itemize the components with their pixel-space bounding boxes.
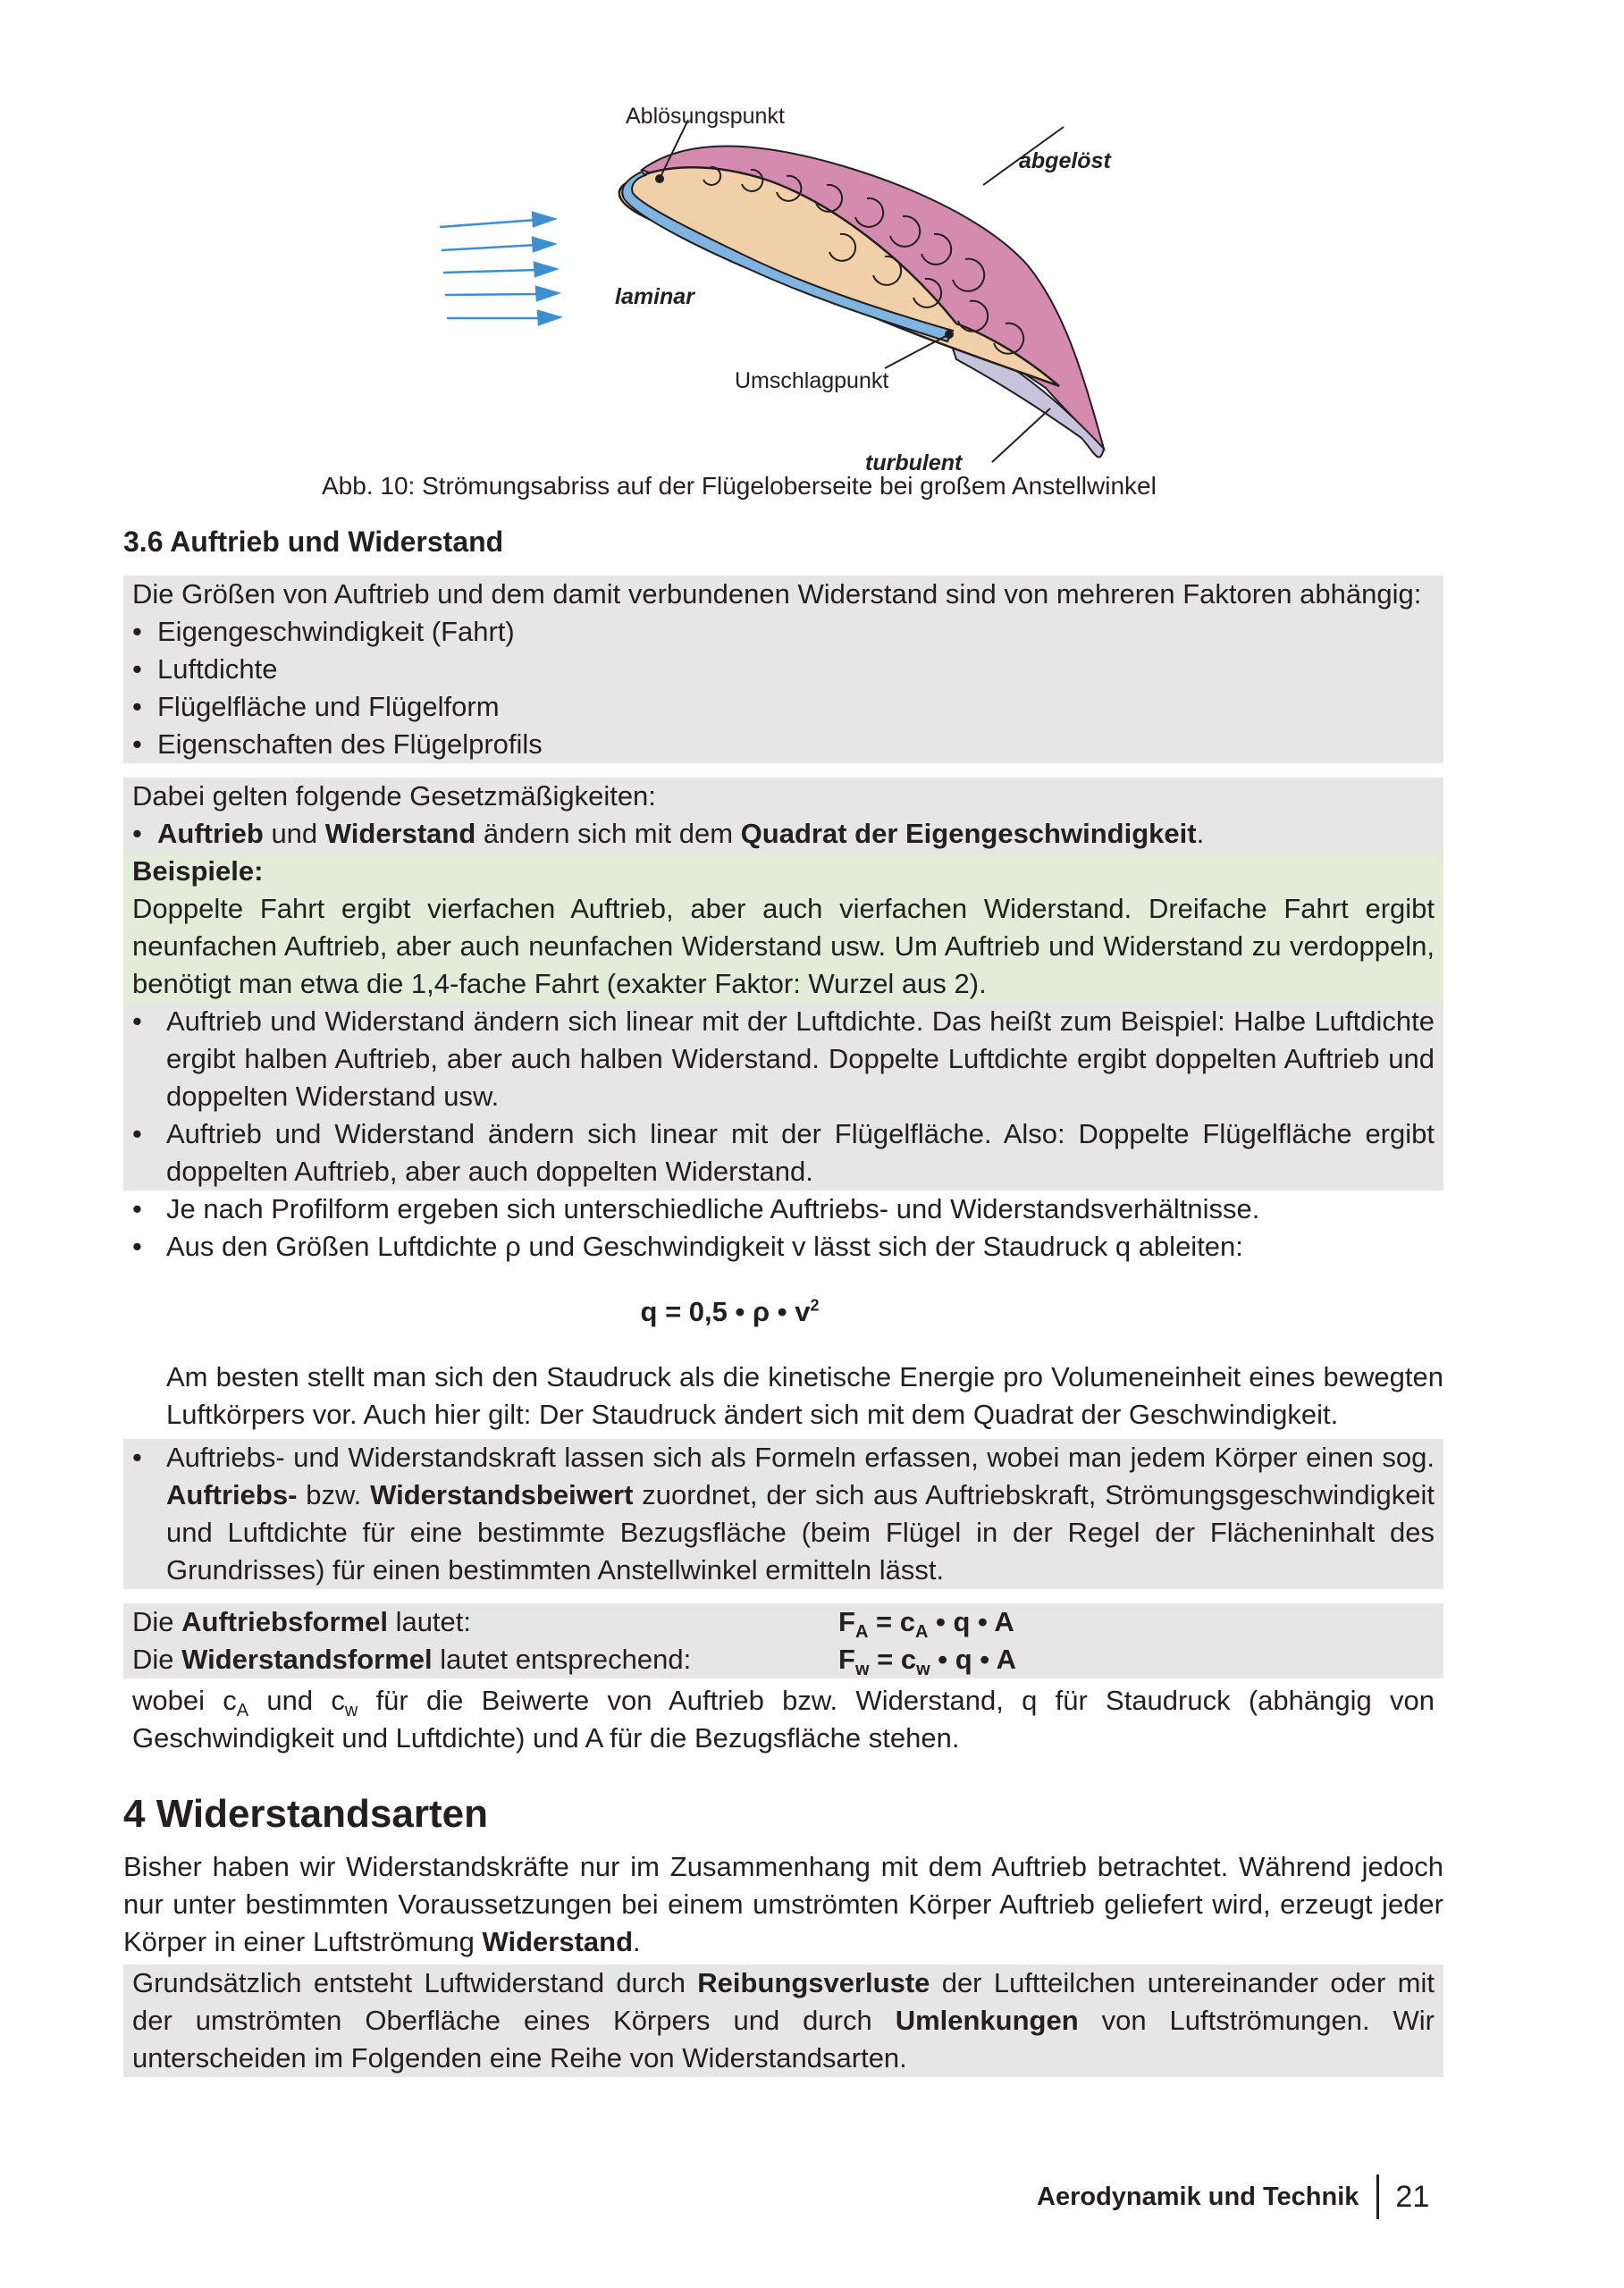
bullet-mark: • <box>132 691 142 722</box>
dynamic-pressure-formula: q = 0,5 • ρ • $v^2$ <box>640 1296 820 1327</box>
factor-text: Flügelfläche und Flügelform <box>157 691 500 722</box>
turbulent-leader <box>992 408 1050 462</box>
factors-box <box>123 576 1443 763</box>
factor-text: Eigengeschwindigkeit (Fahrt) <box>157 616 515 647</box>
main-content <box>123 576 1443 2077</box>
drag-formula-row: Die Widerstandsformel lautet entsprechend: $F_w = c_w$ • q • A <box>132 1641 1435 1678</box>
laws-box <box>123 778 1443 853</box>
formula-note: wobei $c_A$ und $c_w$ für die Beiwerte von Auftrieb bzw. Widerstand, q für Staudruck (abhängig von Geschwindigkeit und Luftdichte) und A für die Bezugsfläche stehen. <box>132 1685 1435 1754</box>
bullet-mark: • <box>132 1193 142 1224</box>
bullet-profile <box>123 1190 1443 1228</box>
label-separation-point: Ablösungspunkt <box>626 104 785 129</box>
density-area-box <box>123 1003 1443 1190</box>
bullet-mark: • <box>132 818 142 849</box>
bullet-mark: • <box>132 616 142 647</box>
bullet-mark: • <box>132 1118 142 1149</box>
figure-caption: Abb. 10: Strömungsabriss auf der Flügeloberseite bei großem Anstellwinkel <box>322 472 1157 500</box>
bullet-coefficient <box>123 1439 1435 1589</box>
factors-intro: Die Größen von Auftrieb und dem damit verbundenen Widerstand sind von mehreren Faktoren abhängig: <box>132 578 1422 610</box>
formulas-box <box>123 1603 1443 1678</box>
examples-box <box>123 853 1443 1003</box>
label-transition-point: Umschlagpunkt <box>735 368 889 393</box>
factor-item <box>132 613 1435 651</box>
bullet-density <box>123 1003 1435 1115</box>
pressure-explanation: Am besten stellt man sich den Staudruck als die kinetische Energie pro Volumeneinheit eines bewegten Luftkörpers vor. Auch hier gilt: Der Staudruck ändert sich mit dem Quadrat der Geschwindigkeit. <box>166 1361 1443 1430</box>
bullet-mark: • <box>132 1442 142 1473</box>
lift-formula: $F_A = c_A$ • q • A <box>838 1606 1014 1643</box>
page-footer <box>1037 2172 1429 2222</box>
bullet-profile-text: Je nach Profilform ergeben sich unterschiedliche Auftriebs- und Widerstandsverhältnisse. <box>166 1193 1260 1224</box>
section-heading-3-6: 3.6 Auftrieb und Widerstand <box>123 526 504 558</box>
drag-causes-text: Grundsätzlich entsteht Luftwiderstand durch Reibungsverluste der Luftteilchen untereinander oder mit der umströmten Oberfläche eines Körpers und durch Umlenkungen von Luftströmungen. Wir unterscheiden im Folgenden eine Reihe von Widerstandsarten. <box>132 1967 1435 2074</box>
laws-intro: Dabei gelten folgende Gesetzmäßigkeiten: <box>132 780 656 812</box>
lift-formula-row: Die Auftriebsformel lautet: $F_A = c_A$ • q • A <box>132 1603 1435 1641</box>
bullet-area <box>123 1115 1435 1190</box>
examples-text: Doppelte Fahrt ergibt vierfachen Auftrieb, aber auch vierfachen Widerstand. Dreifache Fahrt ergibt neunfachen Auftrieb, aber auch neunfachen Widerstand usw. Um Auftrieb und Widerstand zu verdoppeln, benötigt man etwa die 1,4-fache Fahrt (exakter Faktor: Wurzel aus 2). <box>132 893 1435 999</box>
flow-arrows <box>440 213 560 324</box>
factor-item <box>132 688 1435 726</box>
transition-leader <box>885 334 949 368</box>
bullet-mark: • <box>132 1005 142 1037</box>
section-4-intro: Bisher haben wir Widerstandskräfte nur im Zusammenhang mit dem Auftrieb betrachtet. Während jedoch nur unter bestimmten Voraussetzungen bei einem umströmten Körper Auftrieb geliefert wird, erzeugt jeder Körper in einer Luftströmung Widerstand. <box>123 1851 1443 1957</box>
airfoil-figure <box>420 100 1135 475</box>
bullet-pressure <box>123 1228 1443 1266</box>
bullet-area-text: Auftrieb und Widerstand ändern sich linear mit der Flügelfläche. Also: Doppelte Flügelfläche ergibt doppelten Auftrieb, aber auch doppelten Widerstand. <box>166 1118 1435 1187</box>
bullet-coefficient-text: Auftriebs- und Widerstandskraft lassen sich als Formeln erfassen, wobei man jedem Körper einen sog. Auftriebs- bzw. Widerstandsbeiwert zuordnet, der sich aus Auftriebskraft, Strömungsgeschwindigkeit und Luftdichte für eine bestimmte Bezugsfläche (beim Flügel in der Regel der Flächeninhalt des Grundrisses) für einen bestimmten Anstellwinkel ermitteln lässt. <box>166 1442 1435 1586</box>
examples-heading: Beispiele: <box>132 855 264 887</box>
label-detached: abgelöst <box>1019 148 1111 173</box>
coefficient-box <box>123 1439 1443 1589</box>
law-text: Auftrieb und Widerstand ändern sich mit dem Quadrat der Eigengeschwindigkeit. <box>157 818 1205 849</box>
factor-text: Luftdichte <box>157 653 278 685</box>
bullet-density-text: Auftrieb und Widerstand ändern sich linear mit der Luftdichte. Das heißt zum Beispiel: Halbe Luftdichte ergibt halben Auftrieb, aber auch halben Widerstand. Doppelte Luftdichte ergibt doppelten Auftrieb und doppelten Widerstand usw. <box>166 1005 1435 1112</box>
drag-causes-box <box>123 1964 1443 2077</box>
section-heading-4: 4 Widerstandsarten <box>123 1792 488 1836</box>
bullet-mark: • <box>132 653 142 685</box>
bullet-pressure-text: Aus den Größen Luftdichte ρ und Geschwindigkeit v lässt sich der Staudruck q ableiten: <box>166 1231 1243 1262</box>
law-square-speed <box>132 815 1435 853</box>
factor-item <box>132 651 1435 688</box>
label-turbulent: turbulent <box>865 450 963 475</box>
bullet-mark: • <box>132 1231 142 1262</box>
label-laminar: laminar <box>615 284 694 309</box>
drag-formula: $F_w = c_w$ • q • A <box>838 1644 1016 1680</box>
factor-text: Eigenschaften des Flügelprofils <box>157 728 543 760</box>
factor-item <box>132 726 1435 763</box>
footer-title: Aerodynamik und Technik <box>1037 2174 1379 2219</box>
bullet-mark: • <box>132 728 142 760</box>
page-number: 21 <box>1395 2179 1430 2214</box>
